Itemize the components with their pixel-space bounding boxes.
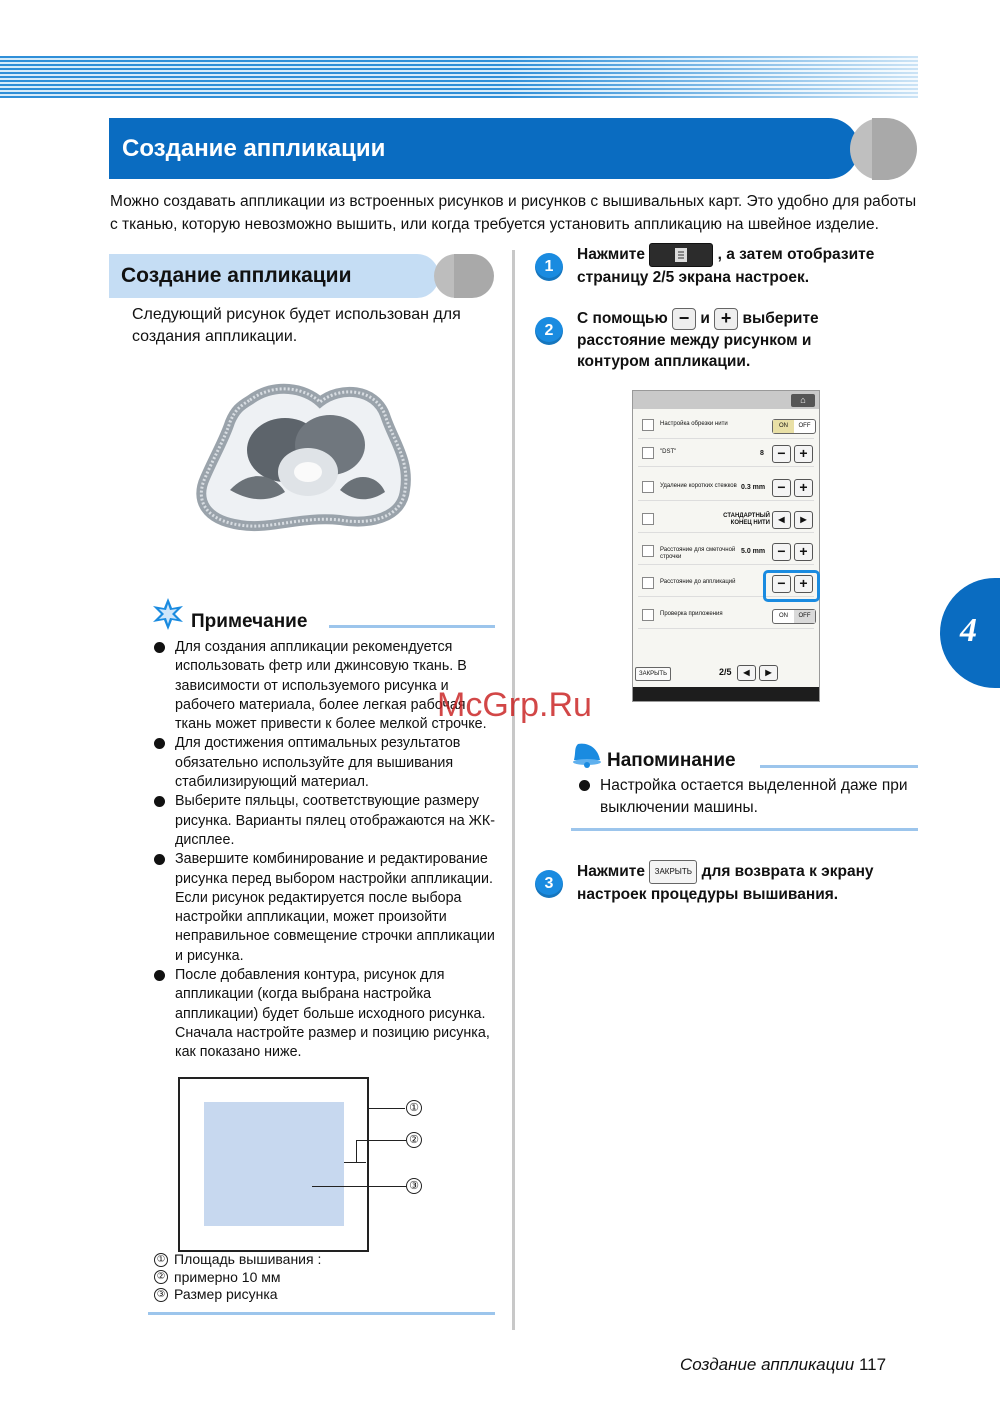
legend-row: ② примерно 10 мм xyxy=(154,1269,321,1287)
arrow-right-button[interactable]: ▶ xyxy=(794,511,813,529)
marker-2: ② xyxy=(406,1132,422,1148)
setting-row-short-stitch: Удаление коротких стежков 0.3 mm − + xyxy=(638,475,814,501)
list-item: После добавления контура, рисунок для аппликации (когда выбрана настройка аппликации) будет больше исходного рисунка. Сначала настройте размер и позицию рисунка, как показано ниже. xyxy=(152,966,497,1062)
page-title: Создание аппликации xyxy=(122,135,386,162)
screen-footer xyxy=(633,687,819,701)
list-item: Для достижения оптимальных результатов обязательно используйте для вышивания стабилизирующий материал. xyxy=(152,734,497,792)
list-item: Завершите комбинирование и редактирование рисунка перед выбором настройки аппликации. Если рисунок редактируется после выбора настройки аппликации, может произойти неправильное совмещение строчки аппликации и рисунка. xyxy=(152,850,497,966)
checkbox-icon xyxy=(642,609,654,621)
step-2-badge: 2 xyxy=(535,317,563,345)
leader-line xyxy=(356,1140,406,1141)
needle-icon xyxy=(642,513,654,525)
section-text: Следующий рисунок будет использован для создания аппликации. xyxy=(132,306,461,345)
minus-button[interactable]: − xyxy=(772,543,791,561)
pattern-size-box xyxy=(204,1102,344,1226)
setting-row-check: Проверка приложения ON OFF xyxy=(638,603,814,629)
gap-arrow xyxy=(344,1162,366,1163)
stitch-icon xyxy=(642,481,654,493)
plus-button[interactable]: + xyxy=(794,445,813,463)
minus-button[interactable]: − xyxy=(672,308,696,330)
marker-1: ① xyxy=(406,1100,422,1116)
memo-bottom-rule xyxy=(571,828,918,831)
memo-list xyxy=(577,775,922,819)
close-button[interactable]: ЗАКРЫТЬ xyxy=(635,667,671,681)
legend-row: ① Площадь вышивания : xyxy=(154,1251,321,1269)
scissors-icon xyxy=(642,419,654,431)
basting-icon xyxy=(642,545,654,557)
close-button[interactable]: ЗАКРЫТЬ xyxy=(649,860,697,884)
plus-button[interactable]: + xyxy=(794,543,813,561)
note-icon xyxy=(150,596,186,632)
step-3-badge: 3 xyxy=(535,870,563,898)
settings-icon xyxy=(650,244,712,266)
lcd-screen xyxy=(632,390,820,702)
page-footer: Создание аппликации 117 xyxy=(680,1355,887,1374)
applique-illustration xyxy=(190,380,415,540)
applique-icon xyxy=(642,577,654,589)
note-rule xyxy=(329,625,495,628)
arrow-left-button[interactable]: ◀ xyxy=(772,511,791,529)
check-toggle[interactable]: ON OFF xyxy=(772,609,816,624)
plus-button[interactable]: + xyxy=(794,575,813,593)
leader-line xyxy=(369,1108,405,1109)
memo-rule xyxy=(760,765,918,768)
list-item: Для создания аппликации рекомендуется использовать фетр или джинсовую ткань. В зависимости от используемого рисунка и рабочего материала, более легкая рабочая ткань может привести к более мелкой строчке. xyxy=(152,638,497,734)
plus-button[interactable]: + xyxy=(794,479,813,497)
marker-3: ③ xyxy=(406,1178,422,1194)
note-title: Примечание xyxy=(191,611,308,632)
note-bottom-rule xyxy=(148,1312,495,1315)
section-title: Создание аппликации xyxy=(121,264,352,287)
memo-title: Напоминание xyxy=(607,750,736,771)
leader-line xyxy=(312,1186,406,1187)
setting-row-thread-end: СТАНДАРТНЫЙ КОНЕЦ НИТИ ◀ ▶ xyxy=(638,507,814,533)
home-button[interactable]: ⌂ xyxy=(791,394,815,407)
step-2-text: С помощью − и + выберите расстояние между рисунком и контуром аппликации. xyxy=(577,308,819,370)
highlight-frame xyxy=(763,570,820,602)
settings-icon-button[interactable] xyxy=(649,243,713,267)
list-item: Настройка остается выделенной даже при выключении машины. xyxy=(577,775,922,819)
plus-button[interactable]: + xyxy=(714,308,738,330)
minus-button[interactable]: − xyxy=(772,575,791,593)
legend-row: ③ Размер рисунка xyxy=(154,1286,321,1304)
chapter-number: 4 xyxy=(960,612,977,649)
step-3-text: Нажмите ЗАКРЫТЬ для возврата к экрану настроек процедуры вышивания. xyxy=(577,860,874,905)
page-prev-button[interactable]: ◀ xyxy=(737,665,756,681)
step-1-badge: 1 xyxy=(535,253,563,281)
page-next-button[interactable]: ▶ xyxy=(759,665,778,681)
setting-row-dst: "DST" 8 − + xyxy=(638,441,814,467)
leader-line xyxy=(356,1140,357,1162)
bell-icon xyxy=(570,740,604,770)
minus-button[interactable]: − xyxy=(772,445,791,463)
column-divider xyxy=(512,250,515,1330)
thread-cut-toggle[interactable]: ON OFF xyxy=(772,419,816,434)
file-icon xyxy=(642,447,654,459)
decor-circle xyxy=(872,118,917,180)
intro-paragraph: Можно создавать аппликации из встроенных рисунков и рисунков с вышивальных карт. Это удобно для работы с тканью, которую невозможно вышить, или когда требуется установить аппликацию на швейное изделие. xyxy=(110,193,917,233)
top-stripe-bar xyxy=(0,56,918,98)
setting-row-basting: Расстояние для сметочной строчки 5.0 mm − + xyxy=(638,539,814,565)
setting-row-thread-cut: Настройка обрезки нити ON OFF xyxy=(638,413,814,439)
list-item: Выберите пяльцы, соответствующие размеру рисунка. Варианты пялец отображаются на ЖК-дисплее. xyxy=(152,792,497,850)
decor-circle xyxy=(454,254,494,298)
setting-row-applique-distance: Расстояние до аппликаций − + xyxy=(638,571,814,597)
watermark: McGrp.Ru xyxy=(437,686,592,724)
step-1-text: Нажмите , а затем отобразите страницу 2/5 экрана настроек. xyxy=(577,243,874,288)
page-indicator: 2/5 xyxy=(719,667,732,677)
minus-button[interactable]: − xyxy=(772,479,791,497)
diagram-legend xyxy=(154,1251,321,1304)
